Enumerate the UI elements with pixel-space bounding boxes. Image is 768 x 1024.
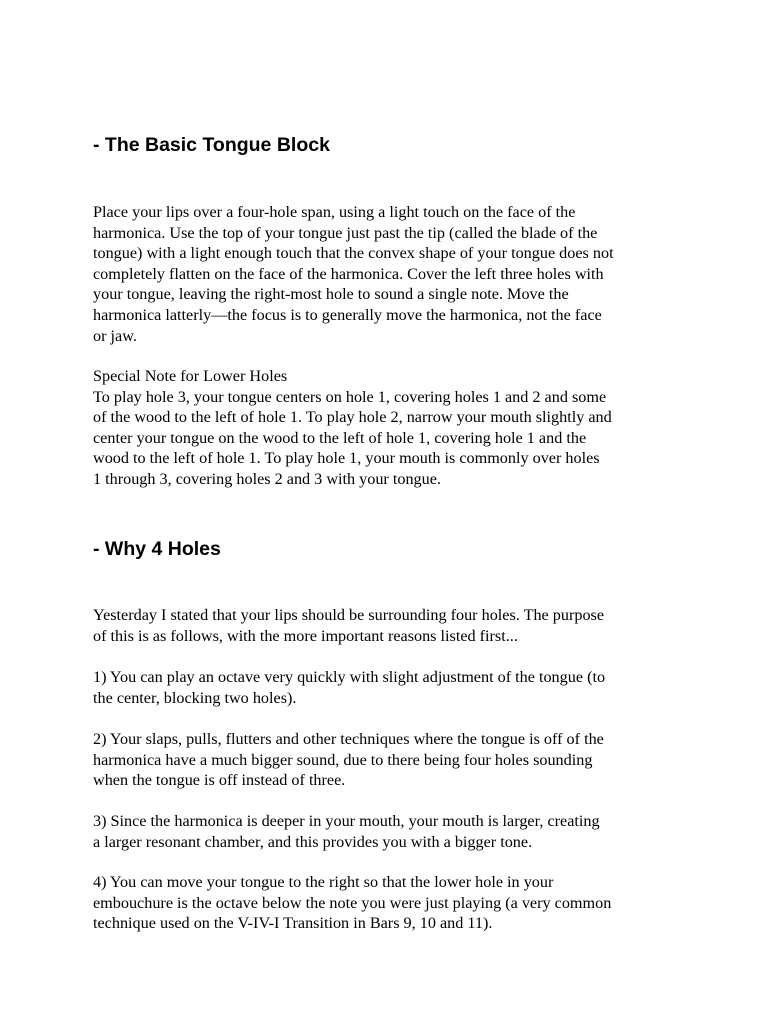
paragraph-reason-2: [93, 729, 683, 791]
text-line: harmonica have a much bigger sound, due to there being four holes sounding: [93, 750, 593, 769]
text-line: 1 through 3, covering holes 2 and 3 with your tongue.: [93, 469, 441, 488]
subheading-special-note: Special Note for Lower Holes: [93, 367, 288, 385]
text-line: Place your lips over a four-hole span, using a light touch on the face of the: [93, 203, 576, 221]
text-line: To play hole 3, your tongue centers on hole 1, covering holes 1 and 2 and some: [93, 387, 607, 406]
paragraph-why-4-holes-intro: [93, 605, 683, 646]
text-line: your tongue, leaving the right-most hole to sound a single note. Move the: [93, 285, 569, 304]
text-line: when the tongue is off instead of three.: [93, 771, 346, 790]
text-line: technique used on the V-IV-I Transition in Bars 9, 10 and 11).: [93, 914, 493, 933]
text-line: 2) Your slaps, pulls, flutters and other techniques where the tongue is off of the: [93, 730, 604, 748]
text-line: the center, blocking two holes).: [93, 688, 297, 707]
paragraph-reason-3: [93, 811, 683, 852]
text-line: a larger resonant chamber, and this provides you with a bigger tone.: [93, 832, 533, 851]
text-line: wood to the left of hole 1. To play hole 1, your mouth is commonly over holes: [93, 449, 600, 468]
text-line: center your tongue on the wood to the left of hole 1, covering hole 1 and the: [93, 428, 587, 447]
paragraph-special-note-lower-holes: [93, 366, 683, 490]
text-line: completely flatten on the face of the harmonica. Cover the left three holes with: [93, 264, 604, 283]
text-line: of this is as follows, with the more important reasons listed first...: [93, 626, 518, 645]
paragraph-reason-4: [93, 872, 683, 934]
text-line: of the wood to the left of hole 1. To play hole 2, narrow your mouth slightly and: [93, 408, 612, 427]
text-line: embouchure is the octave below the note you were just playing (a very common: [93, 893, 612, 912]
text-line: tongue) with a light enough touch that the convex shape of your tongue does not: [93, 244, 614, 263]
section-heading-why-4-holes: - Why 4 Holes: [93, 538, 221, 560]
section-heading-basic-tongue-block: - The Basic Tongue Block: [93, 134, 330, 156]
text-line: 4) You can move your tongue to the right so that the lower hole in your: [93, 873, 554, 891]
text-line: or jaw.: [93, 326, 137, 345]
paragraph-reason-1: [93, 667, 683, 708]
paragraph-tongue-block-technique: [93, 202, 683, 346]
text-line: harmonica. Use the top of your tongue just past the tip (called the blade of the: [93, 223, 598, 242]
text-line: 1) You can play an octave very quickly with slight adjustment of the tongue (to: [93, 668, 606, 686]
text-line: Yesterday I stated that your lips should be surrounding four holes. The purpose: [93, 606, 605, 624]
text-line: 3) Since the harmonica is deeper in your mouth, your mouth is larger, creating: [93, 812, 600, 830]
text-line: harmonica latterly—the focus is to generally move the harmonica, not the face: [93, 305, 602, 324]
